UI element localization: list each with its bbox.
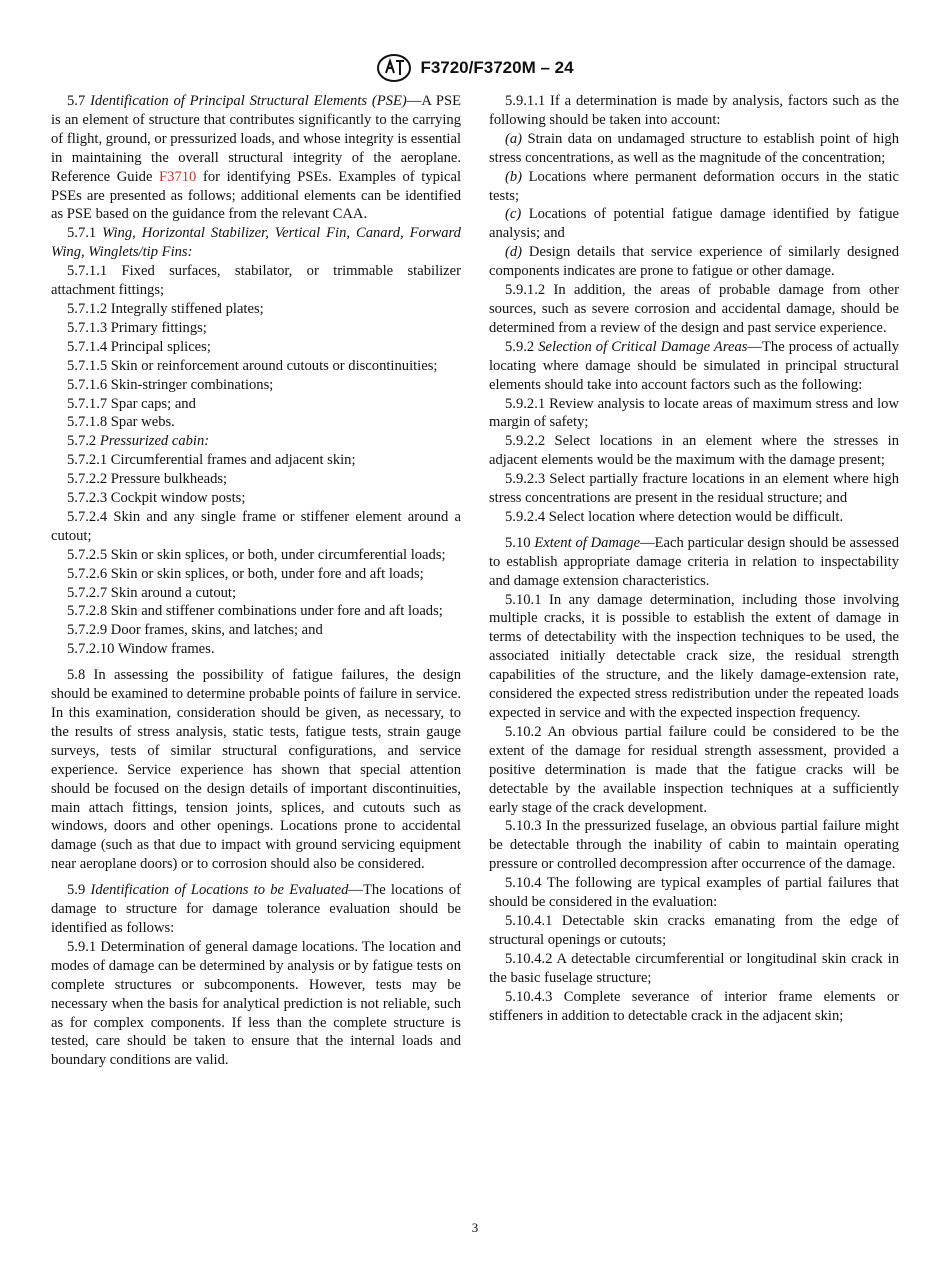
section-5-9-1-2: 5.9.1.2 In addition, the areas of probable damage from other sources, such as severe corrosion and accidental damage, should be determined from a review of the design and past service experience.	[489, 282, 899, 336]
list-item: 5.7.2.9 Door frames, skins, and latches; and	[67, 622, 323, 639]
list-item: 5.7.2.3 Cockpit window posts;	[67, 490, 246, 507]
list-item: 5.7.2.5 Skin or skin splices, or both, under circumferential loads;	[67, 546, 446, 563]
section-5-9-2: 5.9.2 Selection of Critical Damage Areas—The process of actually locating where damage should be simulated in principal structural elements should take into account factors such as the following:	[489, 338, 899, 393]
list-item: (a) Strain data on undamaged structure to establish point of high stress concentrations, as well as the magnitude of the concentration;	[489, 130, 899, 166]
list-item: 5.7.1.2 Integrally stiffened plates;	[67, 300, 264, 317]
section-5-9-1: 5.9.1 Determination of general damage locations. The location and modes of damage can be determined by analysis or by fatigue tests on complete structures or subcomponents. However, tests may be necessary when the basis for analytical prediction is not reliable, such as for complex components. If less than the complete structure is tested, care should be taken to ensure that the internal loads and boundary conditions are valid.	[51, 938, 461, 1069]
list-item: 5.7.1.8 Spar webs.	[67, 414, 175, 431]
f3710-link[interactable]: F3710	[159, 168, 197, 185]
list-item: 5.7.1.4 Principal splices;	[67, 338, 211, 355]
list-item: 5.7.2.4 Skin and any single frame or stiffener element around a cutout;	[51, 508, 461, 544]
section-5-9: 5.9 Identification of Locations to be Evaluated—The locations of damage to structure for damage tolerance evaluation should be identified as follows:	[51, 882, 461, 936]
list-item: 5.7.2.2 Pressure bulkheads;	[67, 471, 228, 488]
list-item: 5.7.1.5 Skin or reinforcement around cutouts or discontinuities;	[67, 357, 438, 374]
section-5-9-1-1: 5.9.1.1 If a determination is made by analysis, factors such as the following should be taken into account:	[489, 93, 899, 128]
right-column	[489, 92, 899, 1025]
section-5-10-1: 5.10.1 In any damage determination, including those involving multiple cracks, it is possible to establish the extent of damage in terms of detectability with the inspection techniques to be used, the associated initially detectable crack size, the residual strength capabilities of the structure, and the likely damage-extension rate, considered the expected stress redistribution under the repeated loads expected in service and with the expected inspection frequency.	[489, 591, 899, 721]
section-5-7-1: 5.7.1 Wing, Horizontal Stabilizer, Vertical Fin, Canard, Forward Wing, Winglets/tip Fins:	[51, 225, 461, 261]
list-item: 5.7.1.6 Skin-stringer combinations;	[67, 376, 274, 393]
list-item: 5.7.2.8 Skin and stiffener combinations under fore and aft loads;	[67, 603, 443, 620]
list-item: (d) Design details that service experience of similarly designed components indicates are prone to fatigue or other damage.	[489, 244, 899, 280]
list-item: 5.9.2.3 Select partially fracture locations in an element where high stress concentrations are present in the residual structure; and	[489, 471, 899, 507]
astm-logo-icon	[376, 53, 412, 83]
list-item: 5.7.1.3 Primary fittings;	[67, 319, 207, 336]
section-5-10-4: 5.10.4 The following are typical examples of partial failures that should be considered in the evaluation:	[489, 875, 899, 911]
list-item: (c) Locations of potential fatigue damage identified by fatigue analysis; and	[489, 206, 899, 242]
list-item: 5.7.1.7 Spar caps; and	[67, 395, 196, 412]
list-item: 5.7.1.1 Fixed surfaces, stabilator, or trimmable stabilizer attachment fittings;	[51, 263, 461, 299]
section-5-10-3: 5.10.3 In the pressurized fuselage, an obvious partial failure might be detectable through the inability of cabin to maintain operating pressure or controlled decompression after occurrence of the damage.	[489, 818, 899, 873]
page-number: 3	[471, 1220, 479, 1235]
list-item: 5.9.2.1 Review analysis to locate areas of maximum stress and low margin of safety;	[489, 395, 899, 431]
list-item: 5.7.2.6 Skin or skin splices, or both, under fore and aft loads;	[67, 565, 424, 582]
section-5-10: 5.10 Extent of Damage—Each particular design should be assessed to establish appropriate damage criteria in relation to inspectability and damage extension characteristics.	[489, 534, 899, 589]
list-item: (b) Locations where permanent deformation occurs in the static tests;	[489, 168, 899, 204]
page-header	[0, 52, 950, 84]
list-item: 5.10.4.3 Complete severance of interior frame elements or stiffeners in addition to detectable crack in the adjacent skin;	[489, 988, 899, 1024]
section-5-7: 5.7 Identification of Principal Structural Elements (PSE)—A PSE is an element of structure that contributes significantly to the carrying of flight, ground, or pressurized loads, and whose integrity is essential in maintaining the overall structural integrity of the aeroplane. Reference Guide F3710 for identifying PSEs. Examples of typical PSEs are presented as follows; additional elements can be identified as PSE based on the guidance from the relevant CAA.	[51, 93, 461, 223]
standard-designation: F3720/F3720M – 24	[420, 58, 574, 77]
list-item: 5.9.2.2 Select locations in an element where the stresses in adjacent elements would be the maximum with the damage present;	[489, 433, 899, 469]
list-item: 5.7.2.10 Window frames.	[67, 641, 215, 658]
list-item: 5.10.4.2 A detectable circumferential or longitudinal skin crack in the basic fuselage structure;	[489, 950, 899, 986]
list-item: 5.7.2.1 Circumferential frames and adjacent skin;	[67, 452, 356, 469]
left-column	[51, 92, 461, 1070]
section-5-7-2: 5.7.2 Pressurized cabin:	[67, 433, 210, 450]
list-item: 5.7.2.7 Skin around a cutout;	[67, 584, 237, 601]
list-item: 5.9.2.4 Select location where detection would be difficult.	[505, 508, 844, 525]
list-item: 5.10.4.1 Detectable skin cracks emanating from the edge of structural openings or cutouts;	[489, 912, 899, 948]
section-5-10-2: 5.10.2 An obvious partial failure could be considered to be the extent of the damage for residual strength assessment, provided a positive determination is made that the fatigue cracks will be detectable by the available inspection techniques at a sufficiently early stage of the crack development.	[489, 723, 899, 816]
section-5-8: 5.8 In assessing the possibility of fatigue failures, the design should be examined to determine probable points of failure in service. In this examination, consideration should be given, as necessary, to the results of stress analysis, static tests, fatigue tests, strain gauge surveys, tests of similar structural configurations, and service experience. Service experience has shown that special attention should be focused on the design details of important discontinuities, main attach fittings, tension joints, splices, and cutouts such as windows, doors and other openings. Locations prone to accidental damage (such as that due to impact with ground servicing equipment near aeroplane doors) or to corrosion should also be considered.	[51, 667, 461, 873]
